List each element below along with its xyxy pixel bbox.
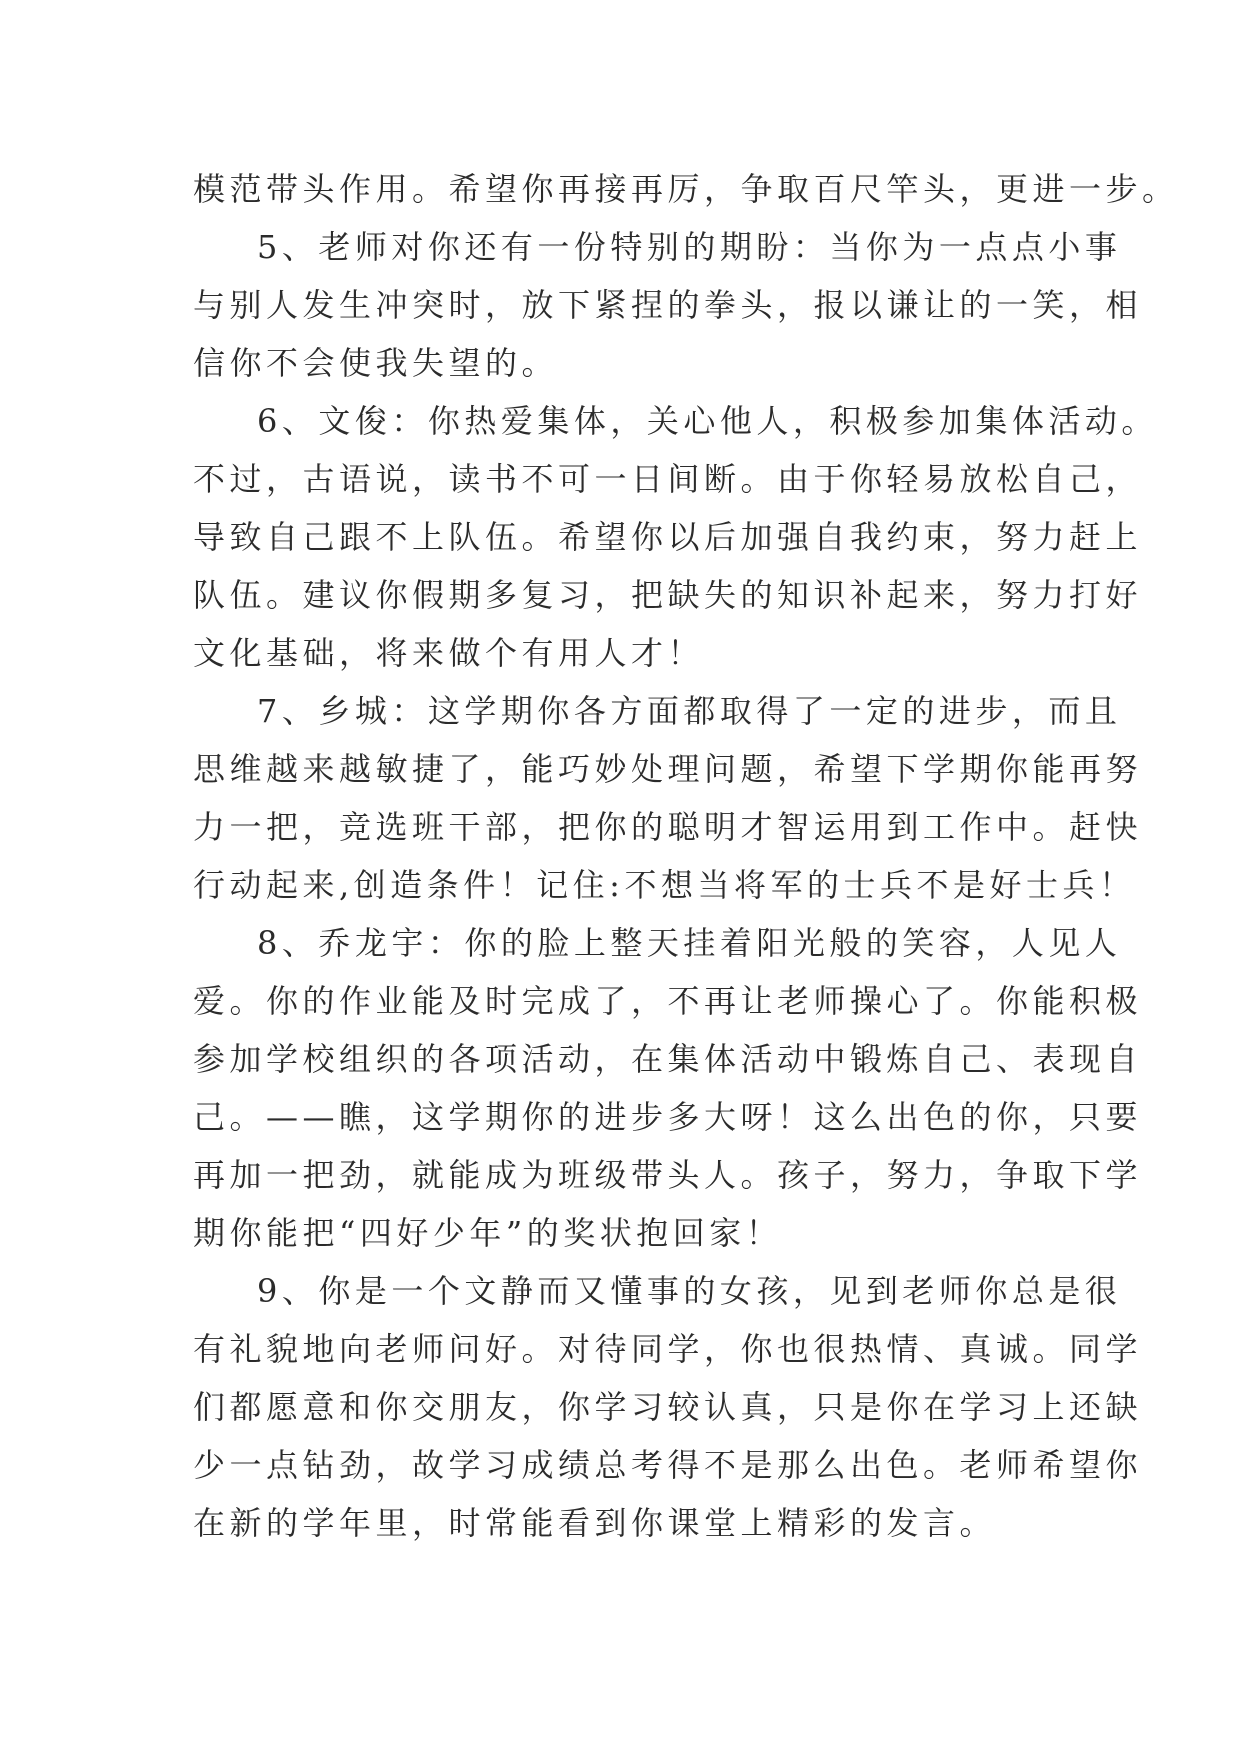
text-line: 队伍。建议你假期多复习，把缺失的知识补起来，努力打好 bbox=[193, 576, 1143, 614]
text-line: 期你能把“四好少年”的奖状抱回家！ bbox=[193, 1214, 783, 1252]
text-line: 在新的学年里，时常能看到你课堂上精彩的发言。 bbox=[193, 1504, 997, 1542]
text-line: 文化基础，将来做个有用人才！ bbox=[193, 634, 705, 672]
text-line: 信你不会使我失望的。 bbox=[193, 344, 559, 382]
text-line: 己。——瞧，这学期你的进步多大呀！这么出色的你，只要 bbox=[193, 1098, 1143, 1136]
text-line: 少一点钻劲，故学习成绩总考得不是那么出色。老师希望你 bbox=[193, 1446, 1143, 1484]
text-line: 与别人发生冲突时，放下紧捏的拳头，报以谦让的一笑，相 bbox=[193, 286, 1143, 324]
text-line: 模范带头作用。希望你再接再厉，争取百尺竿头，更进一步。 bbox=[193, 170, 1179, 208]
text-line: 们都愿意和你交朋友，你学习较认真，只是你在学习上还缺 bbox=[193, 1388, 1143, 1426]
text-line: 再加一把劲，就能成为班级带头人。孩子，努力，争取下学 bbox=[193, 1156, 1143, 1194]
text-line: 参加学校组织的各项活动，在集体活动中锻炼自己、表现自 bbox=[193, 1040, 1143, 1078]
text-line: 行动起来,创造条件！记住:不想当将军的士兵不是好士兵！ bbox=[193, 866, 1136, 904]
text-line: 导致自己跟不上队伍。希望你以后加强自我约束，努力赶上 bbox=[193, 518, 1143, 556]
text-line: 5、老师对你还有一份特别的期盼：当你为一点点小事 bbox=[257, 228, 1122, 266]
text-line: 7、乡城：这学期你各方面都取得了一定的进步，而且 bbox=[257, 692, 1122, 730]
document-body bbox=[193, 160, 1179, 1552]
text-line: 6、文俊：你热爱集体，关心他人，积极参加集体活动。 bbox=[257, 402, 1158, 440]
text-line: 爱。你的作业能及时完成了，不再让老师操心了。你能积极 bbox=[193, 982, 1143, 1020]
text-line: 不过，古语说，读书不可一日间断。由于你轻易放松自己， bbox=[193, 460, 1143, 498]
text-line: 8、乔龙宇：你的脸上整天挂着阳光般的笑容，人见人 bbox=[257, 924, 1122, 962]
text-line: 力一把，竞选班干部，把你的聪明才智运用到工作中。赶快 bbox=[193, 808, 1143, 846]
text-line: 9、你是一个文静而又懂事的女孩，见到老师你总是很 bbox=[257, 1272, 1122, 1310]
text-line: 有礼貌地向老师问好。对待同学，你也很热情、真诚。同学 bbox=[193, 1330, 1143, 1368]
text-line: 思维越来越敏捷了，能巧妙处理问题，希望下学期你能再努 bbox=[193, 750, 1143, 788]
